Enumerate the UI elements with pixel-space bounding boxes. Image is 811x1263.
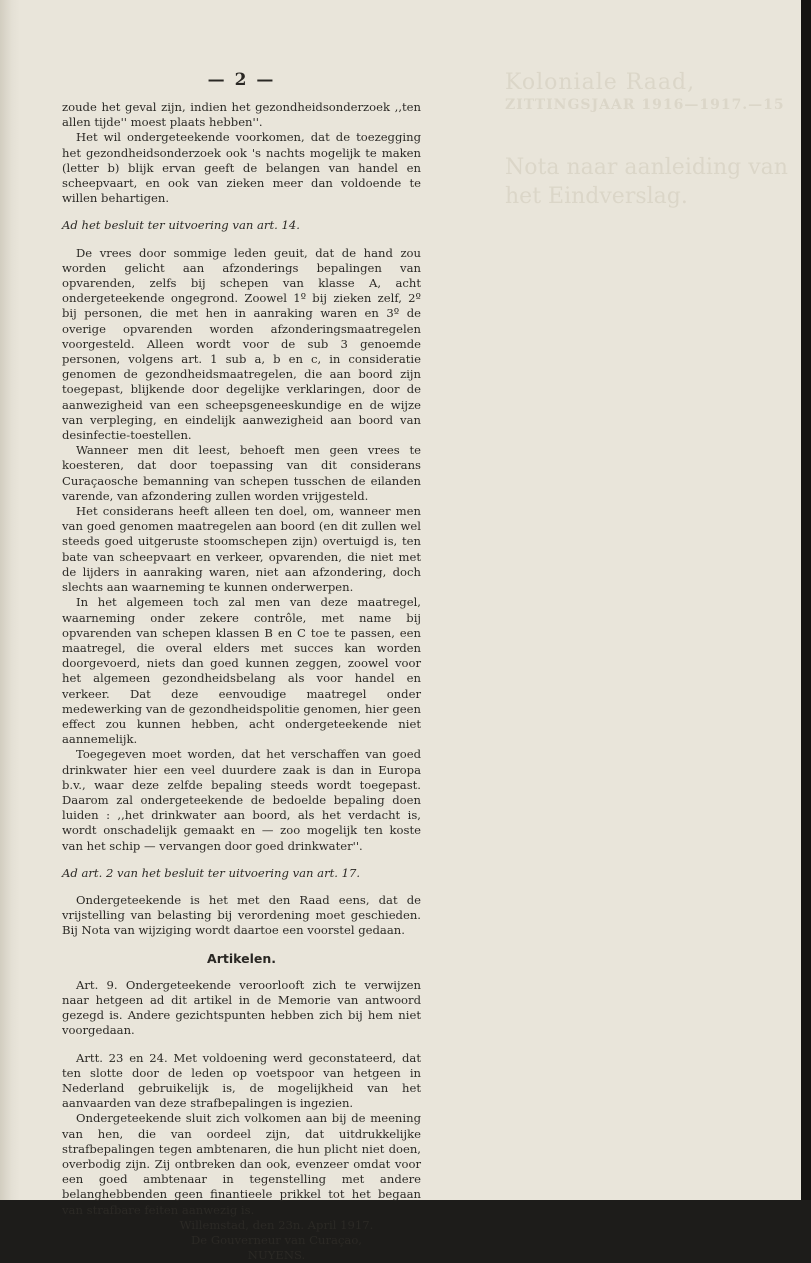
paragraph: Het wil ondergeteekende voorkomen, dat de toezegging het gezondheidsonderzoek ook 's nachts mogelijk te maken (letter b) blijk ervan geeft de belangen van handel en scheepvaart, en ook van zieken meer dan voldoende te willen behartigen. (62, 130, 421, 206)
section-heading: Ad het besluit ter uitvoering van art. 14. (62, 218, 300, 233)
paragraph: Wanneer men dit leest, behoeft men geen vrees te koesteren, dat door toepassing van dit considerans Curaçaosche bemanning van schepen tusschen de eilanden varende, van afzondering zullen worden vrijgesteld. (62, 443, 421, 503)
signature-name: NUYENS. (247, 1248, 306, 1263)
scan-edge (801, 0, 811, 1200)
ghost-line: ZITTINGSJAAR 1916—1917.—15 (505, 97, 785, 113)
show-through-text (505, 70, 795, 209)
paragraph: In het algemeen toch zal men van deze maatregel, waarneming onder zekere contrôle, met name bij opvarenden van schepen klassen B en C toe te passen, een maatregel, die overal elders met succes kan worden doorgevoerd, niets dan goed kunnen zeggen, zoowel voor het algemeen gezondheidsbelang als voor handel en verkeer. Dat deze eenvoudige maatregel onder medewerking van de gezondheidspolitie genomen, hier geen effect zou kunnen hebben, acht ondergeteekende niet aannemelijk. (62, 595, 421, 747)
paragraph: Het considerans heeft alleen ten doel, om, wanneer men van goed genomen maatregelen aan boord (en dit zullen wel steeds goed uitgeruste stoomschepen zijn) overtuigd is, ten bate van scheepvaart en verkeer, opvarenden, die niet met de lijders in aanraking waren, niet aan afzondering, doch slechts aan waarneming te kunnen onderwerpen. (62, 504, 421, 595)
paragraph: zoude het geval zijn, indien het gezondheidsonderzoek ,,ten allen tijde'' moest plaats hebben''. (62, 100, 421, 130)
signature-title: De Gouverneur van Curaçao, (190, 1233, 362, 1248)
ghost-line: Koloniale Raad, (505, 70, 696, 95)
artikelen-heading: Artikelen. (207, 950, 276, 966)
page-fold-shadow (0, 0, 20, 1200)
paragraph: Ondergeteekende is het met den Raad eens, dat de vrijstelling van belasting bij verordening moet geschieden. Bij Nota van wijziging wordt daartoe een voorstel gedaan. (62, 892, 421, 938)
paragraph: Artt. 23 en 24. Met voldoening werd geconstateerd, dat ten slotte door de leden op voetspoor van hetgeen in Nederland gebruikelijk is, de mogelijkheid van het aanvaarden van deze strafbepalingen is ingezien. (62, 1050, 421, 1111)
page-number: — 2 — (207, 70, 276, 90)
paragraph: Ondergeteekende sluit zich volkomen aan bij de meening van hen, die van oordeel zijn, dat uitdrukkelijke strafbepalingen tegen ambtenaren, die hun plicht niet doen, overbodig zijn. Zij ontbreken dan ook, evenzeer omdat voor een goed ambtenaar in tegenstelling met andere belanghebbenden geen finantieele prikkel tot het begaan van strafbare feiten aanwezig is. (62, 1111, 421, 1217)
section-heading: Ad art. 2 van het besluit ter uitvoering van art. 17. (62, 865, 361, 880)
signature-place-date: Willemstad, den 23n. April 1917. (179, 1217, 374, 1232)
ghost-line: het Eindverslag. (505, 184, 688, 209)
paragraph: Art. 9. Ondergeteekende veroorlooft zich te verwijzen naar hetgeen ad dit artikel in de Memorie van antwoord gezegd is. Andere gezichtspunten hebben zich bij hem niet voorgedaan. (62, 977, 421, 1038)
paragraph: De vrees door sommige leden geuit, dat de hand zou worden gelicht aan afzonderings bepalingen van opvarenden, zelfs bij schepen van klasse A, acht ondergeteekende ongegrond. Zoowel 1º bij zieken zelf, 2º bij personen, die met hen in aanraking waren en 3º de overige opvarenden worden afzonderingsmaatregelen voorgesteld. Alleen wordt voor de sub 3 genoemde personen, volgens art. 1 sub a, b en c, in consideratie genomen de gezondheidsmaatregelen, die aan boord zijn toegepast, blijkende door degelijke verklaringen, door de aanwezigheid van een scheepsgeneeskundige en de wijze van verpleging, en eindelijk aanwezigheid aan boord van desinfectie-toestellen. (62, 245, 421, 443)
document-body (62, 100, 421, 1263)
ghost-line: Nota naar aanleiding van (505, 155, 788, 180)
paragraph: Toegegeven moet worden, dat het verschaffen van goed drinkwater hier een veel duurdere zaak is dan in Europa b.v., waar deze zelfde bepaling steeds wordt toegepast. Daarom zal ondergeteekende de bedoelde bepaling doen luiden : ,,het drinkwater aan boord, als het verdacht is, wordt onschadelijk gemaakt en — zoo mogelijk ten koste van het schip — vervangen door goed drinkwater''. (62, 747, 421, 853)
